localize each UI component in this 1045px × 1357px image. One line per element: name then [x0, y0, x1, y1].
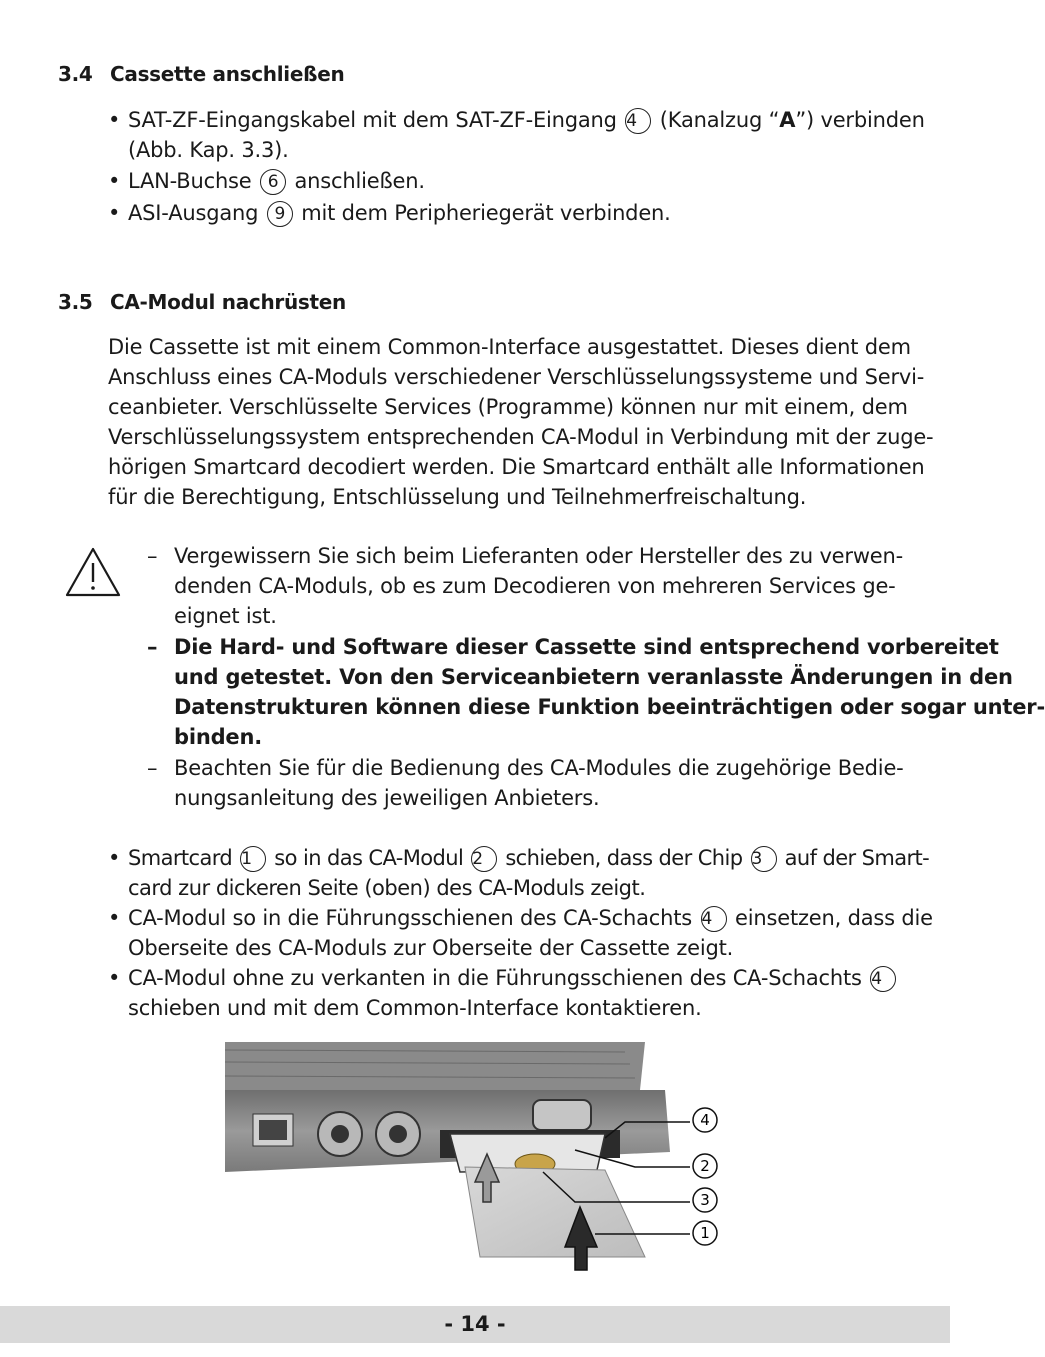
lan-port-inner	[259, 1120, 287, 1140]
reference-number: 3	[751, 846, 777, 872]
text: ASI-Ausgang	[128, 201, 259, 225]
warning-line: denden CA-Moduls, ob es zum Decodieren von mehreren Services ge-	[174, 574, 896, 598]
bullet-icon: •	[108, 906, 121, 930]
warning-line: binden.	[174, 725, 262, 749]
paragraph-line: ceanbieter. Verschlüsselte Services (Programme) können nur mit einem, dem	[108, 395, 908, 419]
reference-number: 4	[625, 108, 651, 134]
warning-line: Beachten Sie für die Bedienung des CA-Modules die zugehörige Bedie-	[174, 756, 904, 780]
text: ”) verbinden	[795, 108, 925, 132]
text: anschließen.	[294, 169, 425, 193]
bnc-connector-core	[389, 1125, 407, 1143]
text: CA-Modul ohne zu verkanten in die Führungsschienen des CA-Schachts	[128, 966, 862, 990]
callout-label: 1	[700, 1224, 710, 1242]
dash-icon: –	[147, 635, 158, 659]
list-item	[128, 198, 671, 228]
paragraph-line: für die Berechtigung, Entschlüsselung und Teilnehmerfreischaltung.	[108, 485, 807, 509]
text: mit dem Peripheriegerät verbinden.	[301, 201, 671, 225]
reference-number: 2	[471, 846, 497, 872]
page-number: - 14 -	[444, 1312, 506, 1336]
list-item	[128, 963, 895, 993]
list-item	[128, 903, 933, 933]
paragraph-line: Verschlüsselungssystem entsprechenden CA-Modul in Verbindung mit der zuge-	[108, 425, 934, 449]
dash-icon: –	[147, 756, 158, 780]
list-item-continuation: Oberseite des CA-Moduls zur Oberseite der Cassette zeigt.	[128, 936, 734, 960]
reference-number: 1	[240, 846, 266, 872]
list-item-continuation: (Abb. Kap. 3.3).	[128, 138, 289, 162]
callout-label: 3	[700, 1191, 710, 1209]
dsub-connector	[533, 1100, 591, 1130]
section-title: Cassette anschließen	[110, 62, 345, 86]
section-number: 3.5	[58, 290, 93, 314]
section-heading-3-5	[58, 290, 346, 314]
paragraph-line: Die Cassette ist mit einem Common-Interface ausgestattet. Dieses dient dem	[108, 335, 911, 359]
list-item	[128, 105, 925, 135]
section-title: CA-Modul nachrüsten	[110, 290, 346, 314]
bullet-icon: •	[108, 846, 121, 870]
warning-icon	[64, 546, 122, 598]
section-heading-3-4	[58, 62, 344, 86]
ca-module-figure	[225, 1042, 725, 1277]
warning-line: nungsanleitung des jeweiligen Anbieters.	[174, 786, 600, 810]
reference-number: 9	[267, 201, 293, 227]
section-number: 3.4	[58, 62, 93, 86]
text: CA-Modul so in die Führungsschienen des CA-Schachts	[128, 906, 693, 930]
warning-line: eignet ist.	[174, 604, 277, 628]
list-item	[128, 843, 930, 873]
bnc-connector-core	[331, 1125, 349, 1143]
text: schieben, dass der Chip	[505, 846, 743, 870]
warning-line: und getestet. Von den Serviceanbietern veranlasste Änderungen in den	[174, 665, 1013, 689]
text: (Kanalzug “	[659, 108, 780, 132]
text: LAN-Buchse	[128, 169, 252, 193]
page-footer	[0, 1306, 950, 1343]
text: Smartcard	[128, 846, 233, 870]
text: SAT-ZF-Eingangskabel mit dem SAT-ZF-Eingang	[128, 108, 617, 132]
housing-top	[225, 1042, 645, 1090]
warning-line: Datenstrukturen können diese Funktion beeinträchtigen oder sogar unter-	[174, 695, 1045, 719]
text: so in das CA-Modul	[274, 846, 464, 870]
dash-icon: –	[147, 544, 158, 568]
warning-line: Vergewissern Sie sich beim Lieferanten oder Hersteller des zu verwen-	[174, 544, 904, 568]
paragraph-line: Anschluss eines CA-Moduls verschiedener Verschlüsselungssysteme und Servi-	[108, 365, 925, 389]
warning-line: Die Hard- und Software dieser Cassette sind entsprechend vorbereitet	[174, 635, 999, 659]
text: auf der Smart-	[784, 846, 930, 870]
list-item	[128, 166, 425, 196]
text: A	[779, 108, 796, 132]
callout-label: 4	[700, 1111, 710, 1129]
bullet-icon: •	[108, 201, 121, 225]
bullet-icon: •	[108, 108, 121, 132]
reference-number: 6	[260, 169, 286, 195]
bullet-icon: •	[108, 169, 121, 193]
paragraph-line: hörigen Smartcard decodiert werden. Die Smartcard enthält alle Informationen	[108, 455, 925, 479]
list-item-continuation: schieben und mit dem Common-Interface kontaktieren.	[128, 996, 702, 1020]
text: einsetzen, dass die	[735, 906, 933, 930]
reference-number: 4	[701, 906, 727, 932]
list-item-continuation: card zur dickeren Seite (oben) des CA-Moduls zeigt.	[128, 876, 646, 900]
callout-label: 2	[700, 1157, 710, 1175]
bullet-icon: •	[108, 966, 121, 990]
reference-number: 4	[870, 966, 896, 992]
